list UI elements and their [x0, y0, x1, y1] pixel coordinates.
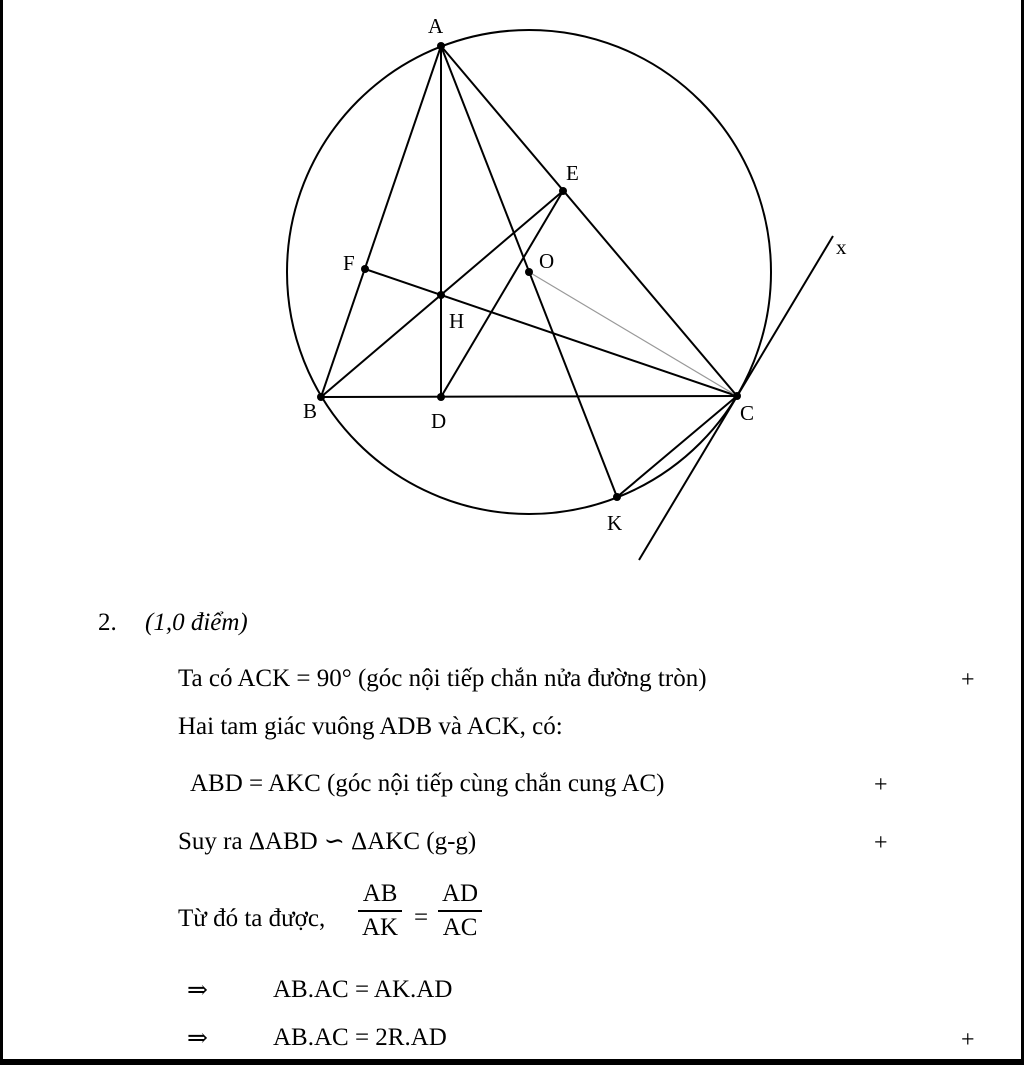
- score-mark-1: +: [961, 667, 975, 693]
- segment-BC: [321, 396, 737, 397]
- fraction-ad-ac: [438, 880, 482, 942]
- fraction-ad-ac-denominator: AC: [442, 914, 478, 941]
- point-E: [559, 187, 567, 195]
- point-K: [613, 493, 621, 501]
- segment-KC: [617, 396, 737, 497]
- segment-AB: [321, 46, 441, 397]
- point-D: [437, 393, 445, 401]
- label-x: x: [836, 235, 847, 259]
- fraction-ad-ac-numerator: AD: [442, 880, 479, 907]
- point-A: [437, 42, 445, 50]
- label-K: K: [607, 511, 623, 535]
- label-H: H: [449, 309, 465, 333]
- label-O: O: [539, 249, 555, 273]
- solution-line-1: Ta có ACK = 90° (góc nội tiếp chắn nửa đường tròn): [178, 665, 707, 692]
- solution-line-3: ABD = AKC (góc nội tiếp cùng chắn cung AC): [190, 770, 665, 797]
- segment-AC: [441, 46, 737, 396]
- altitude-CF: [365, 269, 737, 396]
- point-H: [437, 291, 445, 299]
- fraction-ab-ak-numerator: AB: [362, 880, 398, 907]
- question-number: 2.: [98, 609, 117, 636]
- solution-line-2: Hai tam giác vuông ADB và ACK, có:: [178, 713, 563, 740]
- point-C: [733, 392, 741, 400]
- point-O: [525, 268, 533, 276]
- fraction-bar: [358, 910, 402, 912]
- question-points: (1,0 điểm): [145, 609, 248, 636]
- fraction-bar: [438, 910, 482, 912]
- point-B: [317, 393, 325, 401]
- bottom-border: [0, 1059, 1024, 1065]
- solution-line-5-prefix: Từ đó ta được,: [178, 905, 326, 932]
- fraction-equals: =: [414, 904, 429, 931]
- solution-line-6: AB.AC = AK.AD: [273, 976, 453, 1003]
- solution-line-4: Suy ra ΔABD ∽ ΔAKC (g-g): [178, 828, 477, 855]
- label-E: E: [566, 161, 579, 185]
- segment-DE: [441, 191, 563, 397]
- score-mark-3: +: [874, 830, 888, 856]
- implies-icon: ⇒: [187, 977, 208, 1004]
- segment-OC: [529, 272, 737, 396]
- score-mark-2: +: [874, 772, 888, 798]
- label-A: A: [428, 14, 444, 38]
- label-C: C: [740, 401, 755, 425]
- label-B: B: [303, 399, 318, 423]
- point-F: [361, 265, 369, 273]
- fraction-ab-ak: [358, 880, 402, 942]
- implies-icon: ⇒: [187, 1025, 208, 1052]
- label-D: D: [431, 409, 447, 433]
- label-F: F: [343, 251, 355, 275]
- fraction-ab-ak-denominator: AK: [362, 914, 399, 941]
- score-mark-4: +: [961, 1027, 975, 1053]
- solution-line-7: AB.AC = 2R.AD: [273, 1024, 447, 1051]
